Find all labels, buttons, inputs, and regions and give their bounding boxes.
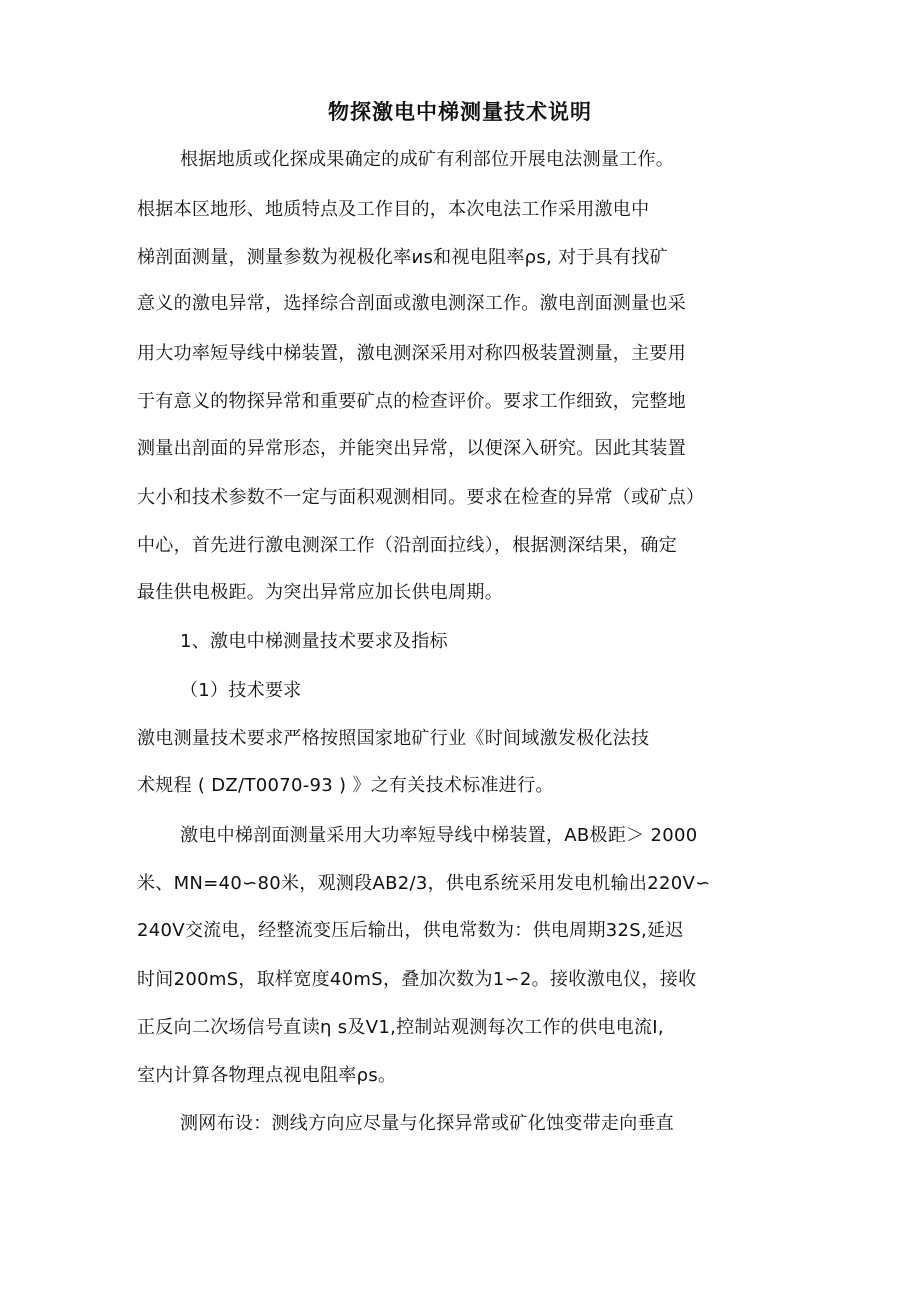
paragraph-line: 240V交流电，经整流变压后输出，供电常数为：供电周期32S,延迟 [137,920,684,941]
paragraph-line: 中心，首先进行激电测深工作（沿剖面拉线），根据测深结果，确定 [137,535,677,556]
paragraph-line: 室内计算各物理点视电阻率ρs。 [137,1065,397,1086]
paragraph-line: 术规程 ( DZ/T0070-93 ) 》之有关技术标准进行。 [137,775,554,796]
paragraph-line: 激电中梯剖面测量采用大功率短导线中梯装置，AB极距＞ 2000 [180,825,698,846]
paragraph-line: 根据地质或化探成果确定的成矿有利部位开展电法测量工作。 [180,149,675,170]
paragraph-line: 用大功率短导线中梯装置，激电测深采用对称四极装置测量，主要用 [137,343,686,364]
paragraph-line: 梯剖面测量，测量参数为视极化率ᴎs和视电阻率ρs, 对于具有找矿 [137,247,668,268]
paragraph-line: 最佳供电极距。为突出异常应加长供电周期。 [137,582,503,603]
paragraph-line: 测网布设：测线方向应尽量与化探异常或矿化蚀变带走向垂直 [180,1113,675,1134]
paragraph-line: 大小和技术参数不一定与面积观测相同。要求在检查的异常（或矿点） [137,487,705,508]
document-title: 物探激电中梯测量技术说明 [328,100,592,124]
paragraph-line: 米、MN=40∽80米，观测段AB2/3，供电系统采用发电机输出220V∽ [137,873,711,894]
paragraph-line: 测量出剖面的异常形态，并能突出异常，以便深入研究。因此其装置 [137,438,686,459]
paragraph-line: 正反向二次场信号直读η s及V1,控制站观测每次工作的供电电流I, [137,1017,664,1038]
subsection-heading: （1）技术要求 [180,680,302,701]
paragraph-line: 意义的激电异常，选择综合剖面或激电测深工作。激电剖面测量也采 [137,293,686,314]
section-heading: 1、激电中梯测量技术要求及指标 [180,631,448,652]
paragraph-line: 于有意义的物探异常和重要矿点的检查评价。要求工作细致，完整地 [137,391,686,412]
paragraph-line: 根据本区地形、地质特点及工作目的，本次电法工作采用激电中 [137,199,650,220]
paragraph-line: 时间200mS，取样宽度40mS，叠加次数为1∽2。接收激电仪，接收 [137,969,697,990]
paragraph-line: 激电测量技术要求严格按照国家地矿行业《时间域激发极化法技 [137,728,650,749]
